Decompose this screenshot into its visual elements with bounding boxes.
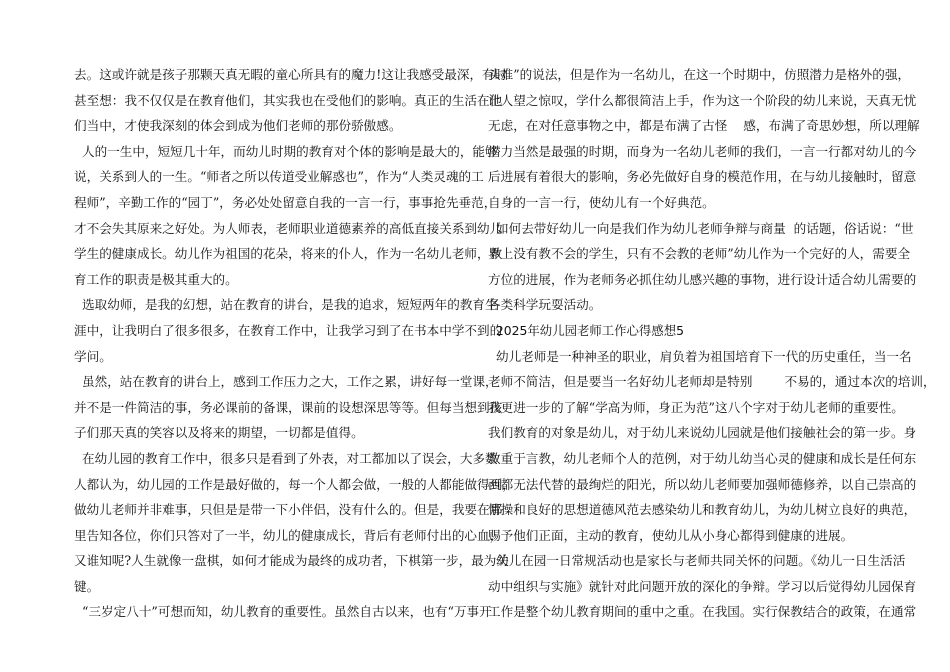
text-line: 程师”，辛勤工作的“园丁”，务必处处留意自我的一言一行，事事抢先垂范， — [74, 194, 497, 210]
text-line: 人都认为，幼儿园的工作是最好做的，每一个人都会做，一般的人都能做得到， — [74, 476, 515, 492]
text-line: 们当中，才使我深刻的体会到成为他们老师的那份骄傲感。 — [74, 118, 402, 134]
text-line: 头难”的说法，但是作为一名幼儿，在这一个时期中，仿照潜力是格外的强， — [488, 67, 911, 82]
text-line: 幼儿在园一日常规活动也是家长与老师共同关怀的问题。《幼儿一日生活活 — [488, 553, 906, 569]
text-line: 界上没有教不会的学生，只有不会教的老师”幼儿作为一个完好的人，需要全 — [488, 246, 911, 262]
text-line: 自身的一言一行，使幼儿有一个好典范。 — [488, 194, 715, 210]
text-line: 选取幼师，是我的幻想，站在教育的讲台，是我的追求，短短两年的教育生 — [74, 297, 498, 313]
text-line: 让人望之惊叹，学什么都很简洁上手，作为这一个阶段的幼儿来说，天真无忧 — [488, 92, 917, 108]
section-heading: 2025年幼儿园老师工作心得感想5 — [488, 322, 684, 338]
text-line: 涯中，让我明白了很多很多，在教育工作中，让我学习到了在书本中学不到的 — [74, 322, 503, 338]
text-line: 并不是一件简洁的事，务必课前的备课，课前的设想深思等等。但每当想到孩 — [74, 399, 503, 415]
text-line: 西都无法代替的最绚烂的阳光，所以幼儿老师要加强师德修养，以自己崇高的 — [488, 476, 917, 492]
text-line: 如何去带好幼儿一向是我们作为幼儿老师争辩与商量 的话题，俗话说：“世 — [488, 220, 914, 236]
text-line: 甚至想：我不仅仅是在教育他们，其实我也在受他们的影响。真正的生活在他 — [74, 92, 503, 108]
text-line: 各类科学玩耍活动。 — [488, 297, 602, 313]
text-line: 又谁知呢?人生就像一盘棋，如何才能成为最终的成功者，下棋第一步，最为关 — [74, 553, 509, 569]
text-line: 情操和良好的思想道德风范去感染幼儿和教育幼儿，为幼儿树立良好的典范， — [488, 502, 917, 518]
text-line: 育工作的职责是极其重大的。 — [74, 271, 238, 287]
text-line: 老师不简洁，但是要当一名好幼儿老师却是特别 不易的，通过本次的培训， — [488, 374, 936, 390]
text-line: 说，关系到人的一生。“师者之所以传道受业解惑也”，作为“人类灵魂的工 — [74, 169, 484, 185]
text-line: 里告知各位，你们只答对了一半，幼儿的健康成长，背后有老师付出的心血， — [74, 527, 503, 543]
text-line: 我们教育的对象是幼儿，对于幼儿来说幼儿园就是他们接触社会的第一步。身 — [488, 425, 917, 441]
text-line: 幼儿老师是一种神圣的职业，肩负着为祖国培育下一代的历史重任，当一名 — [488, 348, 912, 364]
left-text-column — [74, 62, 515, 625]
text-line: 做幼儿老师并非难事，只但是是带一下小伴侣，没有什么的。但是，我要在那 — [74, 502, 503, 518]
text-line: 去。这或许就是孩子那颗天真无暇的童心所具有的魔力!这让我感受最深，有时 — [74, 67, 508, 82]
text-line: 学生的健康成长。幼儿作为祖国的花朵，将来的仆人，作为一名幼儿老师，教 — [74, 246, 503, 262]
text-line: 虽然，站在教育的讲台上，感到工作压力之大，工作之累，讲好每一堂课， — [74, 374, 498, 390]
text-line: 潜力当然是最强的时期，而身为一名幼儿老师的我们，一言一行都对幼儿的今 — [488, 143, 917, 159]
text-line: 人的一生中，短短几十年，而幼儿时期的教育对个体的影响是最大的，能够 — [74, 143, 498, 159]
text-line: 教重于言教，幼儿老师个人的范例，对于幼儿幼当心灵的健康和成长是任何东 — [488, 450, 917, 466]
text-line: 赐予他们正面，主动的教育，使幼儿从小身心都得到健康的进展。 — [488, 527, 854, 543]
text-line: 子们那天真的笑容以及将来的期望，一切都是值得。 — [74, 425, 364, 441]
text-line: 方位的进展，作为老师务必抓住幼儿感兴趣的事物，进行设计适合幼儿需要的 — [488, 271, 917, 287]
text-line: 学问。 — [74, 348, 112, 364]
text-line: 无虑，在对任意事物之中，都是布满了古怪 感，布满了奇思妙想，所以理解 — [488, 118, 920, 134]
text-line: 我更进一步的了解“学高为师，身正为范”这八个字对于幼儿老师的重要性。 — [488, 399, 904, 415]
right-text-column — [488, 62, 936, 625]
text-line: 才不会失其原来之好处。为人师表，老师职业道德素养的高低直接关系到幼儿 — [74, 220, 503, 236]
text-line: 键。 — [74, 578, 100, 594]
text-line: 工作是整个幼儿教育期间的重中之重。在我国。实行保教结合的政策，在通常 — [488, 604, 917, 620]
text-line: 后进展有着很大的影响，务必先做好自身的模范作用，在与幼儿接触时，留意 — [488, 169, 917, 185]
text-line: “三岁定八十”可想而知，幼儿教育的重要性。虽然自古以来，也有“万事开 — [74, 604, 492, 620]
text-line: 在幼儿园的教育工作中，很多只是看到了外表，对工都加以了误会，大多数 — [74, 450, 498, 466]
text-line: 动中组织与实施》就针对此问题开放的深化的争辩。学习以后觉得幼儿园保育 — [488, 578, 917, 594]
